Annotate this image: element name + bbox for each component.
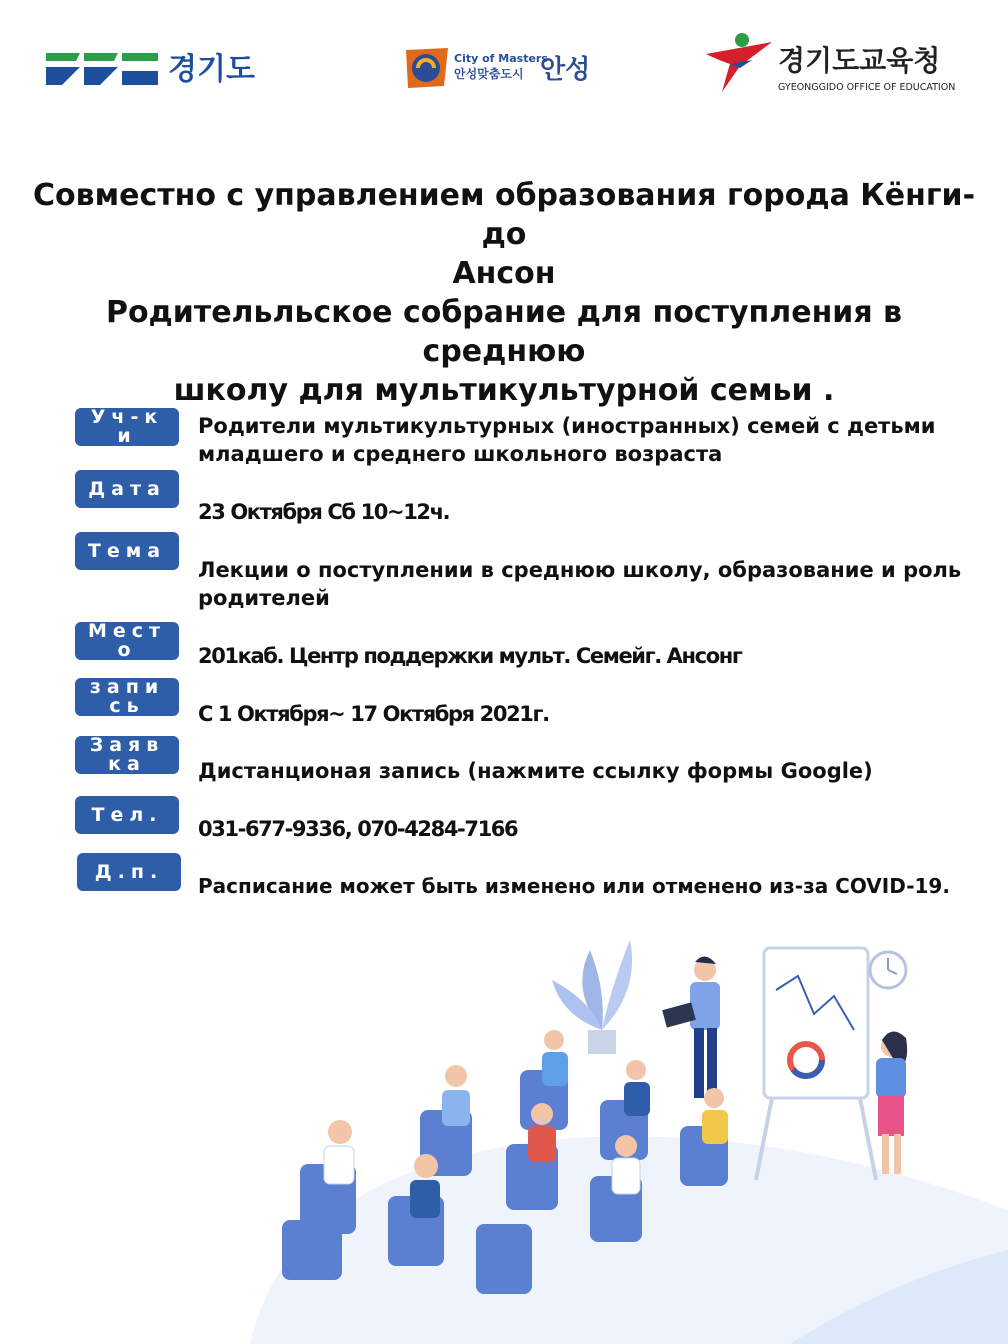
registration-value: С 1 Октября~ 17 Октября 2021г.: [198, 702, 549, 726]
title-line-2: Ансон: [452, 256, 556, 291]
svg-text:City of Masters: City of Masters: [454, 52, 548, 65]
gyeonggi-office-of-education-logo: [700, 30, 980, 100]
phone-value: 031-677-9336, 070-4284-7166: [198, 817, 518, 841]
badge-registration: запись: [75, 678, 179, 716]
title-line-4: школу для мультикультурной семьи .: [173, 373, 835, 408]
svg-text:경기도교육청: 경기도교육청: [778, 44, 941, 77]
presenter-figure-icon: [662, 956, 720, 1098]
anseong-city-logo: [404, 44, 614, 94]
plant-icon: [552, 940, 632, 1054]
badge-date: Дата: [75, 470, 179, 508]
presentation-board-icon: [756, 948, 876, 1180]
badge-place: Место: [75, 622, 179, 660]
title-line-1: Совместно с управлением образования города Кёнги-до: [32, 178, 976, 252]
gyeonggi-wordmark: 경기도: [168, 52, 255, 87]
page-title: [20, 176, 988, 410]
date-value: 23 Октября Сб 10~12ч.: [198, 500, 450, 524]
gyeonggi-province-logo: [46, 45, 286, 93]
application-value[interactable]: Дистанционая запись (нажмите ссылку формы Google): [198, 759, 873, 783]
badge-application: Заявка: [75, 736, 179, 774]
participants-value: Родители мультикультурных (иностранных) семей с детьми младшего и среднего школьного возраста: [198, 414, 936, 466]
note-value: Расписание может быть изменено или отменено из-за COVID-19.: [198, 874, 950, 898]
svg-text:안성: 안성: [540, 55, 591, 85]
anseong-symbol-icon: [406, 48, 448, 88]
wall-clock-icon: [870, 952, 906, 988]
title-line-3: Родительльское собрание для поступления в среднюю: [105, 295, 903, 369]
badge-note: Д.п.: [77, 853, 181, 891]
place-value: 201каб. Центр поддержки мульт. Семейг. Ансонг: [198, 644, 742, 668]
topic-value: Лекции о поступлении в среднюю школу, образование и роль родителей: [198, 558, 962, 610]
seminar-illustration: [170, 920, 1008, 1344]
woman-presenter-figure-icon: [876, 1031, 907, 1174]
svg-text:안성맞춤도시: 안성맞춤도시: [454, 67, 524, 81]
badge-topic: Тема: [75, 532, 179, 570]
badge-phone: Тел.: [75, 796, 179, 834]
education-office-figure-icon: [706, 33, 772, 92]
gyeonggi-symbol-icon: [46, 53, 158, 85]
badge-participants: Уч-ки: [75, 408, 179, 446]
svg-text:GYEONGGIDO OFFICE OF EDUCATION: GYEONGGIDO OFFICE OF EDUCATION: [778, 82, 956, 93]
